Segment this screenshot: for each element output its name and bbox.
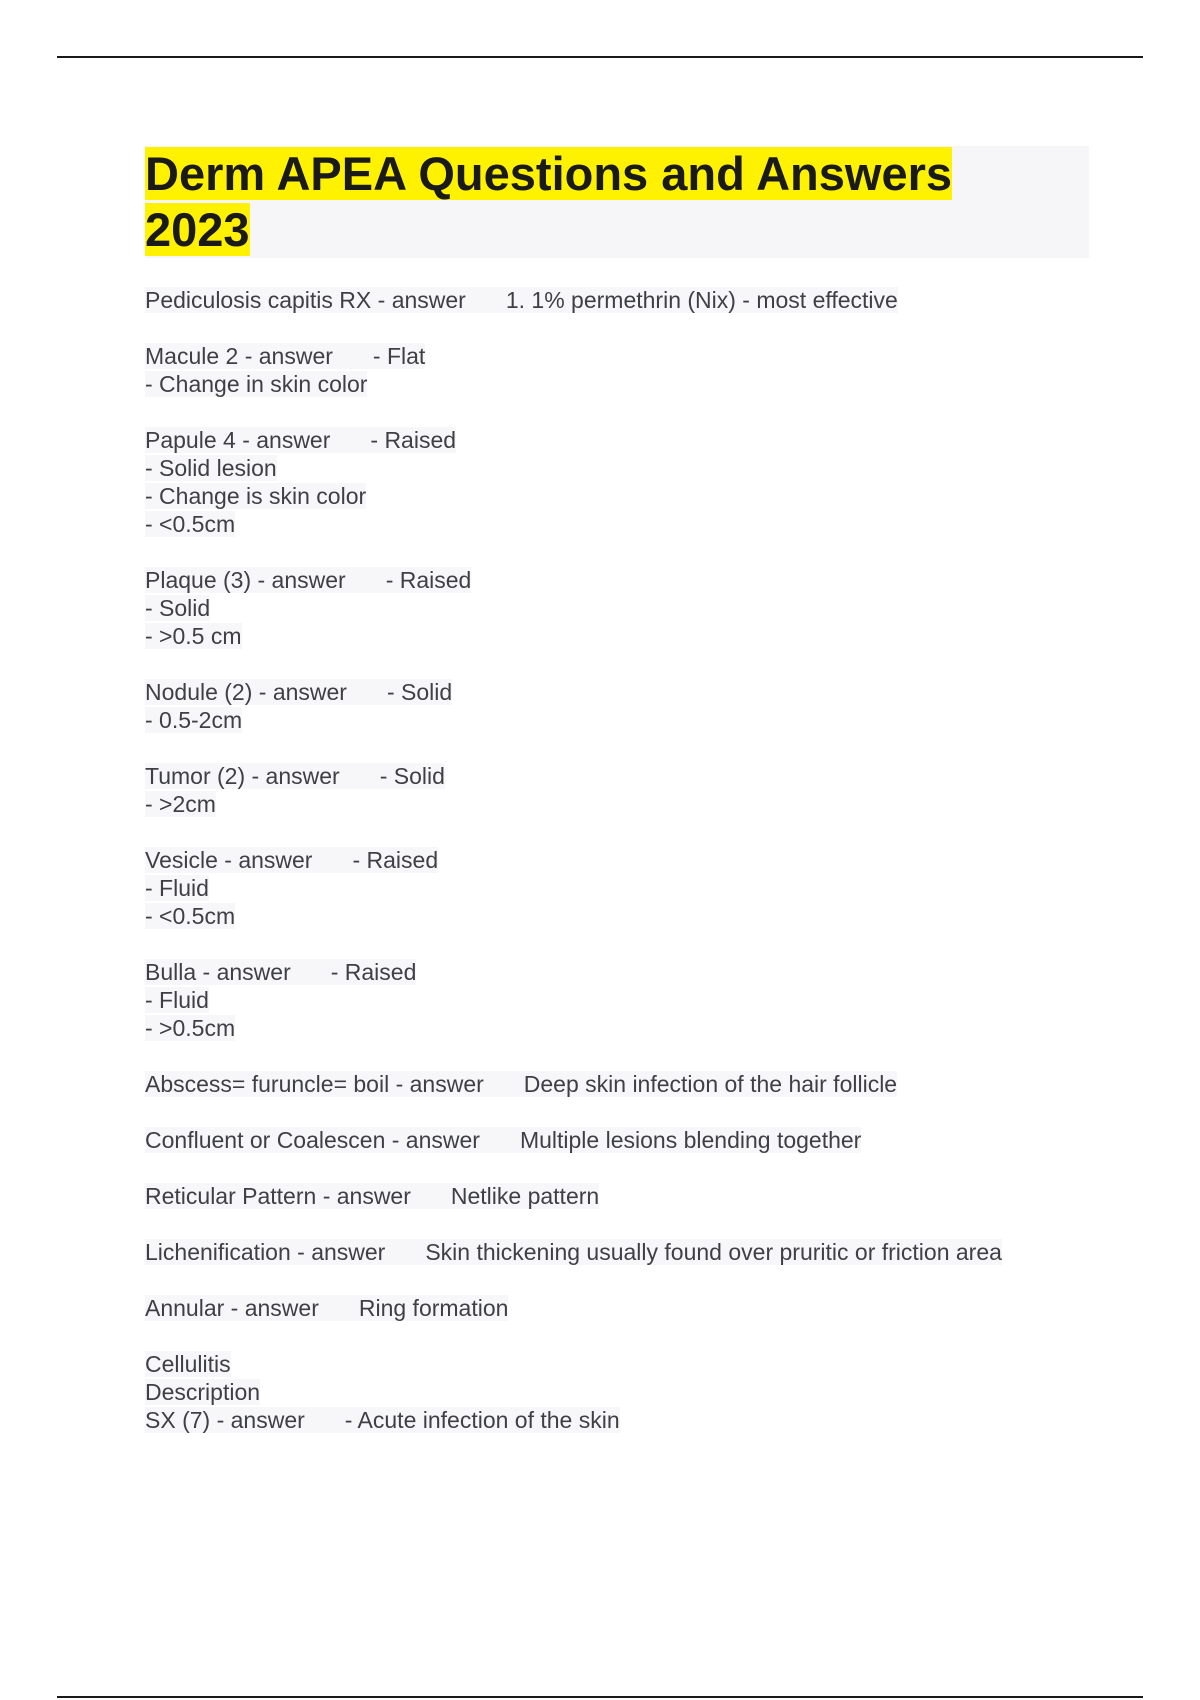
title-block [145,146,1089,258]
answer-text: - Solid [386,679,453,705]
qa-item [145,1294,1089,1322]
question-text: Plaque (3) - answer [145,567,346,593]
answer-text: - Solid lesion [145,455,277,481]
qa-list [145,286,1089,1322]
cellulitis-answer: - Acute infection of the skin [344,1407,620,1433]
answer-text: - Change is skin color [145,483,367,509]
cellulitis-line-2: Description [145,1379,261,1405]
bottom-rule [57,1696,1143,1698]
question-text: Nodule (2) - answer [145,679,347,705]
question-text: Bulla - answer [145,959,291,985]
qa-item [145,958,1089,1042]
qa-item [145,1238,1089,1266]
answer-text: - Change in skin color [145,371,368,397]
answer-text: Multiple lesions blending together [519,1127,862,1153]
answer-text: - Fluid [145,987,209,1013]
answer-text: Ring formation [358,1295,509,1321]
answer-text: Netlike pattern [450,1183,600,1209]
top-rule [57,56,1143,58]
answer-text: - Raised [385,567,472,593]
question-text: Papule 4 - answer [145,427,331,453]
question-text: Lichenification - answer [145,1239,386,1265]
question-text: Confluent or Coalescen - answer [145,1127,480,1153]
answer-text: - 0.5-2cm [145,707,243,733]
question-text: Vesicle - answer [145,847,313,873]
title-line-2: 2023 [145,203,250,256]
answer-text: Deep skin infection of the hair follicle [523,1071,898,1097]
answer-text: - <0.5cm [145,903,236,929]
qa-item [145,678,1089,734]
answer-text: - Raised [352,847,439,873]
answer-text: Skin thickening usually found over pruritic or friction area [425,1239,1002,1265]
question-text: Annular - answer [145,1295,319,1321]
document-title [145,146,1089,258]
answer-text: - Fluid [145,875,209,901]
qa-item [145,1182,1089,1210]
question-text: Macule 2 - answer [145,343,333,369]
question-text: Tumor (2) - answer [145,763,340,789]
question-text: Abscess= furuncle= boil - answer [145,1071,484,1097]
question-text: Reticular Pattern - answer [145,1183,411,1209]
answer-text: - Solid [145,595,211,621]
qa-item [145,426,1089,538]
answer-text: - Raised [370,427,457,453]
qa-item [145,1070,1089,1098]
answer-text: - >0.5cm [145,1015,236,1041]
qa-item [145,762,1089,818]
answer-text: - Flat [372,343,426,369]
qa-item [145,342,1089,398]
question-text: Pediculosis capitis RX - answer [145,287,466,313]
answer-text: 1. 1% permethrin (Nix) - most effective [505,287,898,313]
qa-item [145,846,1089,930]
qa-item-cellulitis [145,1350,1089,1434]
answer-text: - Solid [379,763,445,789]
qa-item [145,286,1089,314]
cellulitis-line-1: Cellulitis [145,1351,231,1377]
answer-text: - >2cm [145,791,216,817]
document-body [145,146,1089,1462]
cellulitis-question: SX (7) - answer [145,1407,305,1433]
answer-text: - Raised [330,959,417,985]
title-line-1: Derm APEA Questions and Answers [145,147,953,200]
qa-item [145,566,1089,650]
answer-text: - >0.5 cm [145,623,242,649]
answer-text: - <0.5cm [145,511,236,537]
qa-item [145,1126,1089,1154]
